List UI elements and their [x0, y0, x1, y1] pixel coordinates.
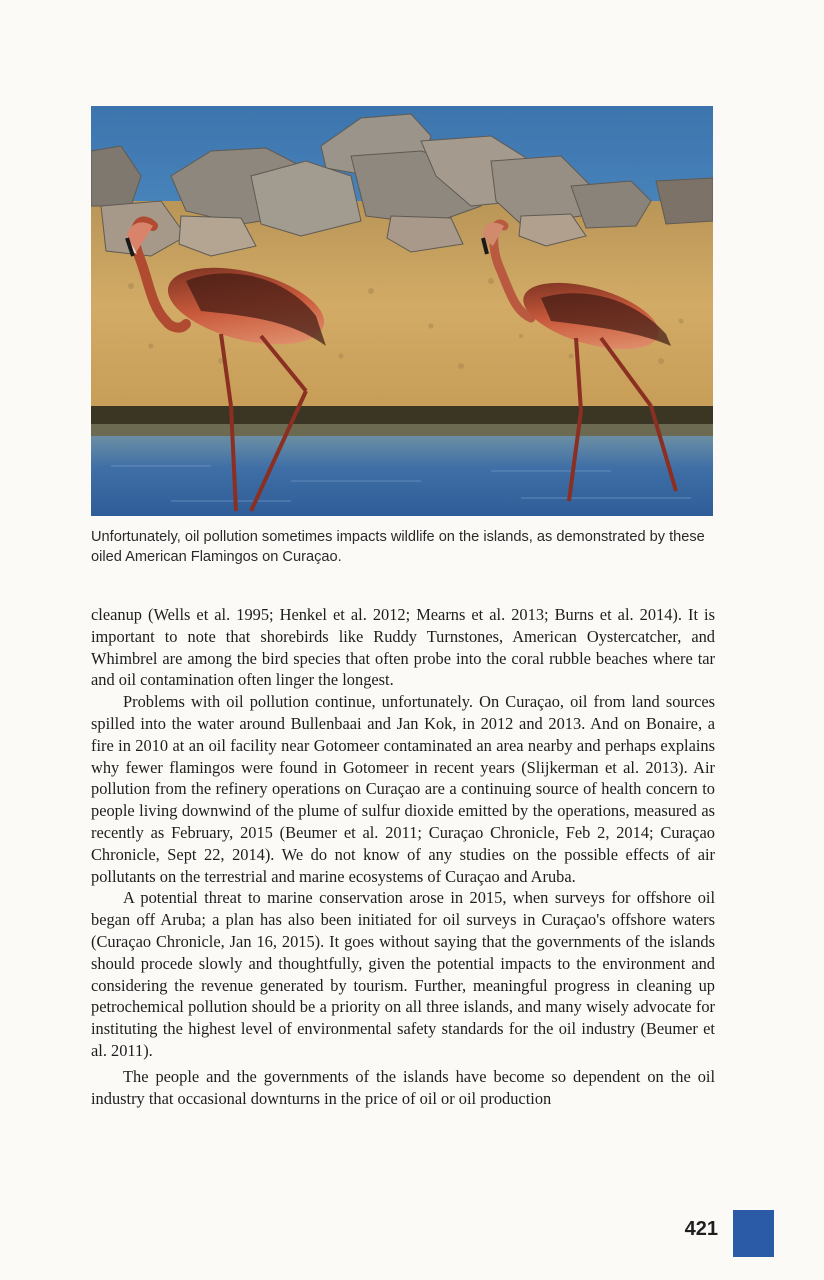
- paragraph-dependence: The people and the governments of the islands have become so dependent on the oil industry that occasional downturns in the price of oil or oil production: [91, 1066, 715, 1108]
- paragraph-oil-pollution: Problems with oil pollution continue, unfortunately. On Curaçao, oil from land sources spilled into the water around Bullenbaai and Jan Kok, in 2012 and 2013. And on Bonaire, a fire in 2010 at an oil facility near Gotomeer contaminated an area nearby and perhaps explains why fewer flamingos were found in Gotomeer in recent years (Slijkerman et al. 2013). Air pollution from the refinery operations on Curaçao are a continuing source of health concern to people living downwind of the plume of sulfur dioxide emitted by the operations, measured as recently as February, 2015 (Beumer et al. 2011; Curaçao Chronicle, Feb 2, 2014; Curaçao Chronicle, Sept 22, 2014). We do not know of any studies on the possible effects of air pollutants on the terrestrial and marine ecosystems of Curaçao and Aruba.: [91, 692, 715, 886]
- flamingo-photo: [91, 106, 713, 516]
- figure-caption: Unfortunately, oil pollution sometimes impacts wildlife on the islands, as demonstrated by these oiled American Flamingos on Curaçao.: [91, 529, 705, 565]
- paragraph-marine-threat: A potential threat to marine conservation arose in 2015, when surveys for offshore oil began off Aruba; a plan has also been initiated for oil surveys in Curaçao's offshore waters (Curaçao Chronicle, Jan 16, 2015). It goes without saying that the governments of the islands should procede slowly and thoughtfully, given the potential impacts to the environment and considering the revenue generated by tourism. Further, meaningful progress in cleaning up petrochemical pollution should be a priority on all three islands, and many wisely advocate for instituting the highest level of environmental safety standards for the oil industry (Beumer et al. 2011).: [91, 888, 715, 1060]
- paragraph-continuation: cleanup (Wells et al. 1995; Henkel et al. 2012; Mearns et al. 2013; Burns et al. 2014). It is important to note that shorebirds like Ruddy Turnstones, American Oystercatcher, and Whimbrel are among the bird species that often probe into the coral rubble beaches where tar and oil contamination often linger the longest.: [91, 605, 715, 690]
- body-text: [91, 604, 715, 1109]
- flamingo-photo-illustration: [91, 106, 713, 516]
- chapter-thumb-tab: [733, 1210, 774, 1257]
- page-number: 421: [684, 1218, 718, 1240]
